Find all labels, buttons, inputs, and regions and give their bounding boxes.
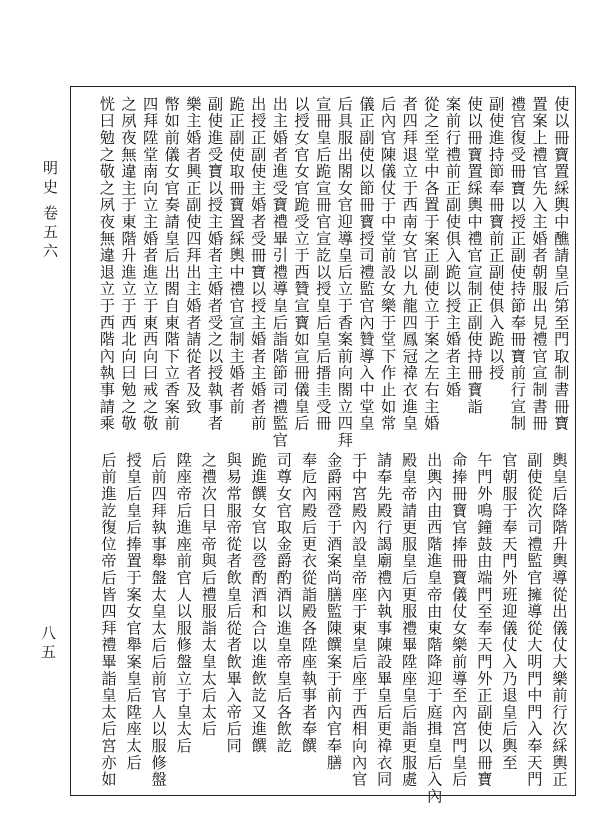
text-column: 置案上禮官先入主婚者朝服出見禮官宣制書冊 <box>530 96 549 432</box>
text-column: 出主婚者進受寶禮畢引禮導皇后詣階節司禮監官 <box>270 96 289 449</box>
text-column: 授皇后皇后捧置于案女官舉案皇后陞座太后 <box>124 452 143 772</box>
text-column: 之禮次日早帝與后禮服詣太皇太后太后 <box>199 452 218 738</box>
text-column: 于中宮殿內設皇帝座于東皇后座于西相向內官 <box>350 452 369 788</box>
text-column: 之夙夜無違主于東階升進立于西北向曰勉之敬 <box>119 96 138 432</box>
text-column: 副使進受寶以授主婚者主婚者受之以授執事者 <box>206 96 224 432</box>
text-column: 與易常服帝從者飲皇后從者飲畢入帝后同 <box>224 452 243 755</box>
text-column: 從之至堂中各置于案正副使立于案之左右主婚 <box>422 96 441 432</box>
book-title: 明史 <box>41 160 59 198</box>
volume-label: 卷五六 <box>41 205 59 262</box>
text-column: 后前四拜執事舉盤太皇太后后前官人以服修盤 <box>149 452 168 788</box>
text-column: 命捧冊寶官捧冊寶儀仗女樂前導至內宮門皇后 <box>450 452 469 788</box>
lower-text-block <box>96 452 572 805</box>
text-column: 金爵兩卺于酒案尚膳監陳饌案于前內官奉膳 <box>325 452 343 772</box>
text-column: 四拜陞堂南向立主婚者進立于東西向曰戒之敬 <box>141 96 160 432</box>
text-column: 輿皇后降階升輿導從出儀仗大樂前行次綵輿正 <box>550 452 569 788</box>
text-column: 后前進訖復位帝后皆四拜禮畢詣皇太后宮亦如 <box>99 452 118 788</box>
text-column: 宣冊皇后跪宣冊官宣訖以授皇后皇后搢圭受冊 <box>314 96 333 432</box>
text-column: 殿皇帝請更服皇后更服禮畢陞座皇后詣更服處 <box>400 452 419 788</box>
text-column: 幣如前儀女官奏請皇后出閤自東階下立香案前 <box>162 96 181 432</box>
text-column: 使以冊寶置綵輿中禮官宣制正副使持冊寶詣 <box>465 96 484 416</box>
text-column: 案前行禮前正副使俱入跪以授主婚者主婚 <box>444 96 462 399</box>
text-column: 出授正副使主婚者受冊寶以授主婚者主婚者前 <box>249 96 268 432</box>
text-column: 副使進持節奉冊寶前正副使俱入跪以授 <box>487 96 506 382</box>
text-column: 使以冊寶置綵輿中醮請皇后第至門取制書冊寶 <box>552 96 571 432</box>
text-column: 后內官陳儀仗于中堂前設女樂于堂下作止如常 <box>379 96 398 432</box>
text-column: 者四拜退立于西南女官以九龍四鳳冠禕衣進皇 <box>400 96 419 432</box>
text-column: 跪正副使取冊寶置綵輿中禮官宣制主婚者前 <box>227 96 246 416</box>
text-column: 恍曰勉之敬之夙夜無違退立于西階內執事請乘 <box>97 96 116 432</box>
text-column: 司尊女官取金爵酌酒以進皇帝皇后各飲訖 <box>274 452 293 755</box>
text-column: 午門外鳴鐘鼓由端門至奉天門外正副使以冊寶 <box>475 452 494 788</box>
text-column: 儀正副使以節冊寶授司禮監官內贊導入中堂皇 <box>357 96 376 432</box>
text-column: 副使從次司禮監官擁導從大明門中門入奉天門 <box>525 452 544 788</box>
text-column: 陞座帝后進座前官人以服修盤立于皇太后 <box>174 452 193 755</box>
text-column: 樂主婚者興正副使四拜出主婚者請從者及致 <box>184 96 203 416</box>
text-column: 請奉先殿行謁廟禮內執事陳設畢皇后更禕衣同 <box>375 452 394 788</box>
text-column: 以授女官女官跪受立于西贊宣寶如宣冊儀皇后 <box>292 96 311 432</box>
text-column: 出輿內由西階進皇帝由東階降迎于庭揖皇后入內 <box>425 452 444 805</box>
text-column: 奉卮內殿后更衣從詣殿各陞座執事者奉饌 <box>299 452 318 755</box>
text-column: 跪進饌女官以卺酌酒和合以進飲訖又進饌 <box>249 452 268 755</box>
text-column: 禮官復受冊寶以授正副使持節奉冊寶前行宣制 <box>508 96 527 432</box>
page-number: 八五 <box>39 625 57 663</box>
upper-text-block <box>96 96 572 449</box>
text-column: 官朝服于奉天門外班迎儀仗入乃退皇后輿至 <box>500 452 519 772</box>
text-column: 后具服出閤女官迎導皇后立于香案前向閤立四拜 <box>335 96 354 449</box>
